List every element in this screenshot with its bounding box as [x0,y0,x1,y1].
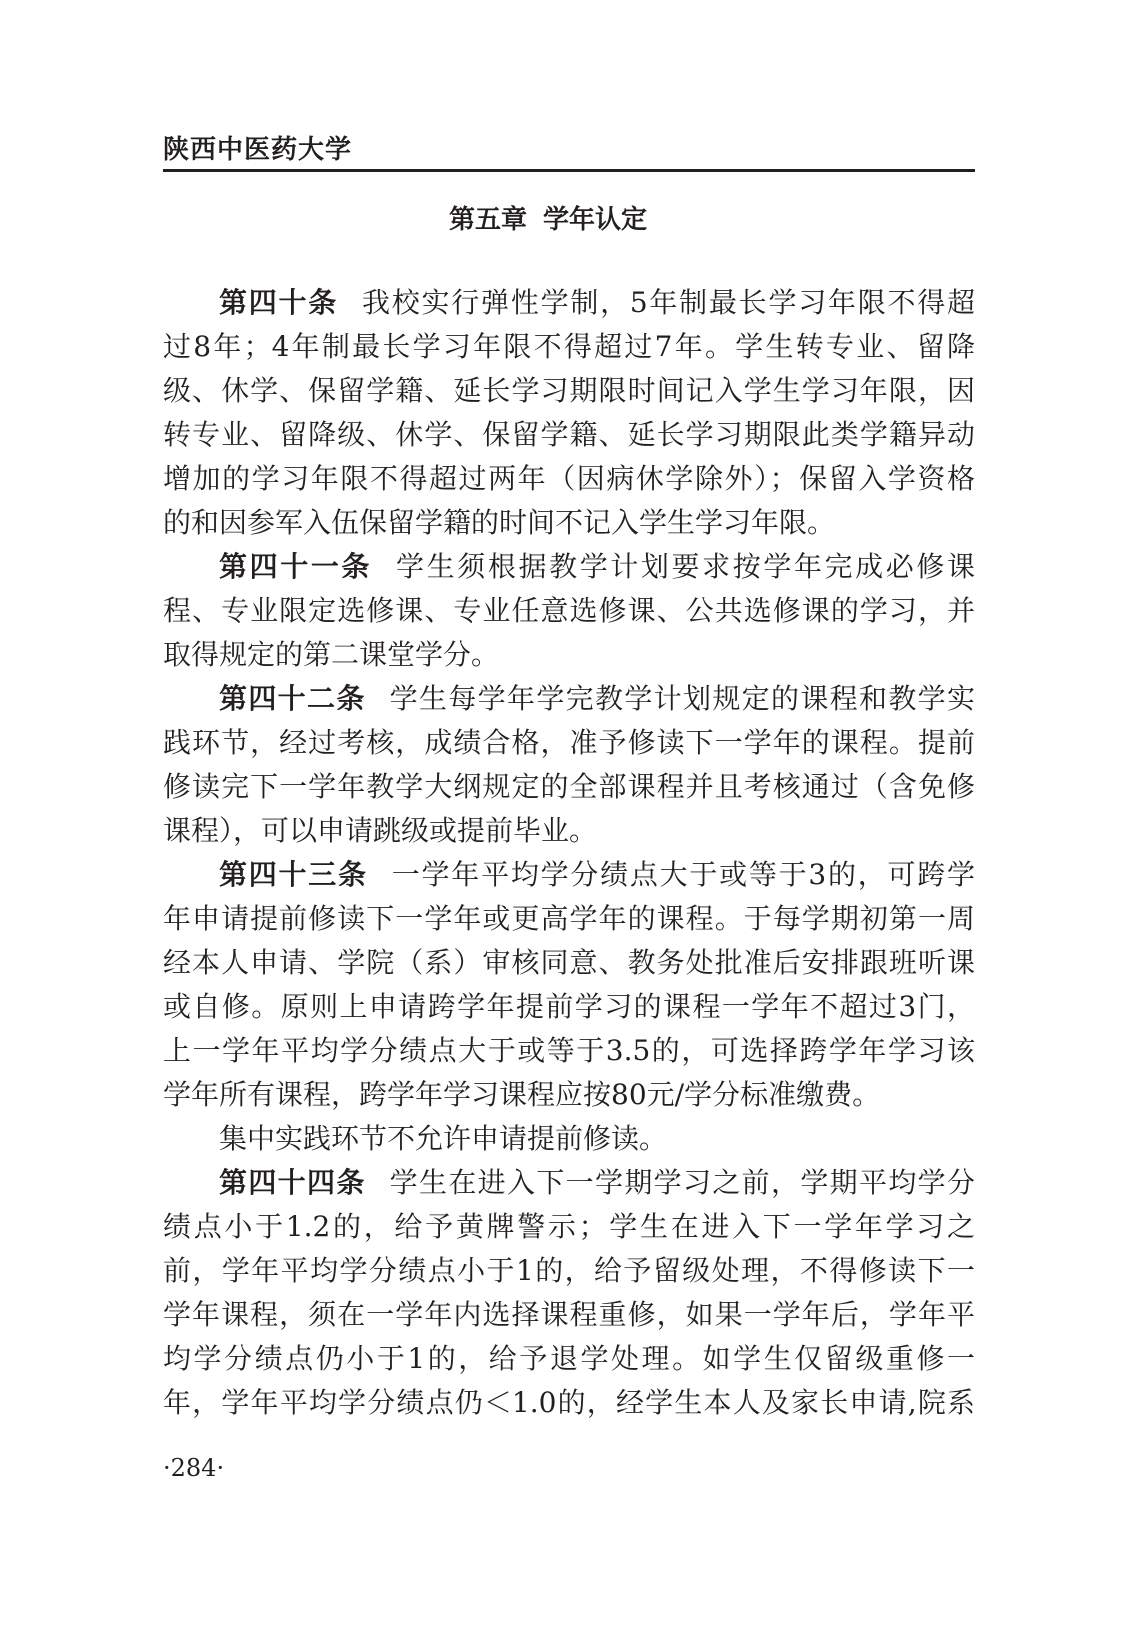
article-43-text-line: 或自修。原则上申请跨学年提前学习的课程一学年不超过3门， [163,990,975,1023]
header-rule [163,169,975,172]
article-40-text-line: 过8年；4年制最长学习年限不得超过7年。学生转专业、留降 [163,330,975,363]
article-41-text: 学生须根据教学计划要求按学年完成必修课 [396,550,975,583]
article-44-text-line: 学年课程，须在一学年内选择课程重修，如果一学年后，学年平 [163,1298,975,1331]
article-43-text-line: 年申请提前修读下一学年或更高学年的课程。于每学期初第一周 [163,902,975,935]
article-43 [163,853,975,1117]
article-43-text-line: 学年所有课程，跨学年学习课程应按80元/学分标准缴费。 [163,1078,881,1111]
chapter-name: 学年认定 [543,205,648,235]
article-43-text-line: 上一学年平均学分绩点大于或等于3.5的，可选择跨学年学习该 [163,1034,975,1067]
article-43-text: 一学年平均学分绩点大于或等于3的，可跨学 [391,858,975,891]
article-41-first-line [163,545,975,589]
chapter-number: 第五章 [448,205,527,235]
article-41 [163,545,975,677]
article-43-text-line: 经本人申请、学院（系）审核同意、教务处批准后安排跟班听课 [163,946,975,979]
practice-note-text-line: 集中实践环节不允许申请提前修读。 [219,1122,668,1155]
article-42-text-line: 践环节，经过考核，成绩合格，准予修读下一学年的课程。提前 [163,726,975,759]
article-41-text-line: 程、专业限定选修课、专业任意选修课、公共选修课的学习，并 [163,594,975,627]
page-number: ·284· [163,1454,225,1482]
article-41-label: 第四十一条 [219,550,373,583]
article-40-text: 我校实行弹性学制，5年制最长学习年限不得超 [362,286,975,319]
practice-note [163,1117,975,1161]
article-40-label: 第四十条 [219,286,339,319]
article-44-first-line [163,1161,975,1205]
article-44-text-line: 年，学年平均学分绩点仍＜1.0的，经学生本人及家长申请,院系 [163,1386,975,1419]
article-44 [163,1161,975,1425]
article-41-text-line: 取得规定的第二课堂学分。 [163,638,500,671]
article-44-text-line: 绩点小于1.2的，给予黄牌警示；学生在进入下一学年学习之 [163,1210,975,1243]
article-43-first-line [163,853,975,897]
article-40-text-line: 转专业、留降级、休学、保留学籍、延长学习期限此类学籍异动 [163,418,975,451]
article-40-first-line [163,281,975,325]
article-40-text-line: 级、休学、保留学籍、延长学习期限时间记入学生学习年限，因 [163,374,975,407]
article-44-text: 学生在进入下一学期学习之前，学期平均学分 [389,1166,975,1199]
article-44-label: 第四十四条 [219,1166,366,1199]
chapter-title [163,200,933,240]
article-42-text: 学生每学年学完教学计划规定的课程和教学实 [389,682,975,715]
article-40-text-line: 的和因参军入伍保留学籍的时间不记入学生学习年限。 [163,506,836,539]
article-44-text-line: 前，学年平均学分绩点小于1的，给予留级处理，不得修读下一 [163,1254,975,1287]
header-university-name: 陕西中医药大学 [163,135,353,165]
article-40 [163,281,975,545]
article-44-text-line: 均学分绩点仍小于1的，给予退学处理。如学生仅留级重修一 [163,1342,975,1375]
body-text [163,281,975,1425]
article-42 [163,677,975,853]
article-42-first-line [163,677,975,721]
article-42-text-line: 修读完下一学年教学大纲规定的全部课程并且考核通过（含免修 [163,770,975,803]
article-40-text-line: 增加的学习年限不得超过两年（因病休学除外）；保留入学资格 [163,462,975,495]
article-42-label: 第四十二条 [219,682,366,715]
article-43-label: 第四十三条 [219,858,368,891]
article-42-text-line: 课程），可以申请跳级或提前毕业。 [163,814,598,847]
